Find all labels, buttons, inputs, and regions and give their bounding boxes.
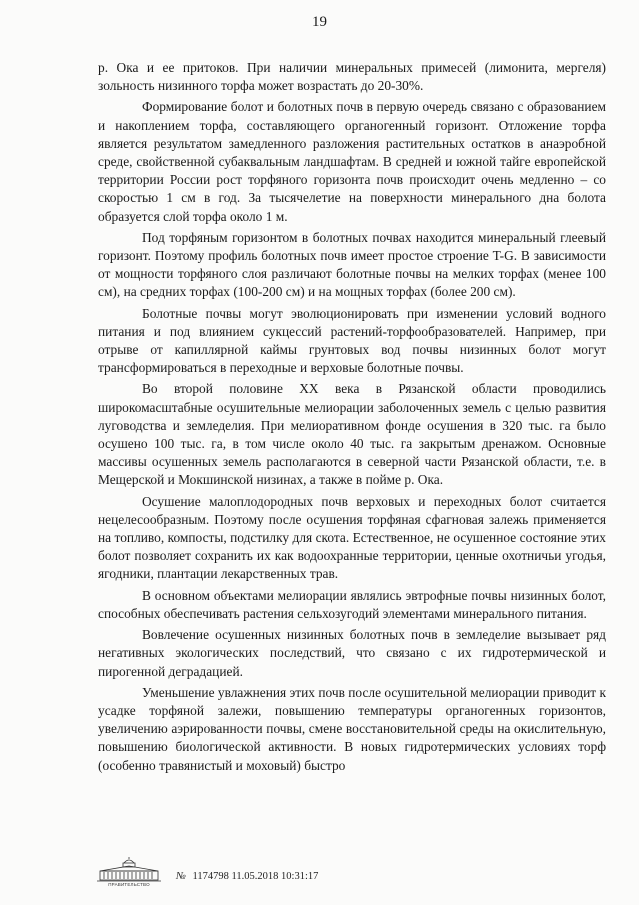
page-number: 19 xyxy=(312,14,327,30)
paragraph-5: Во второй половине XX века в Рязанской области проводились широкомасштабные осушительные мелиорации заболоченных земель с целью развития луговодства и земледелия. При мелиоративном фонде осушения в 320 тыс. га было осушено 100 тыс. га, в том числе около 40 тыс. га закрытым дренажом. Основные массивы осушенных земель располагаются в северной части Рязанской области, т.е. в Мещерской и Мокшинской низинах, а также в пойме р. Ока. xyxy=(98,381,606,488)
registration-stamp xyxy=(176,871,318,882)
paragraph-6: Осушение малоплодородных почв верховых и переходных болот считается нецелесообразным. Поэтому после осушения торфяная сфагновая залежь применяется на топливо, компосты, подстилку для скота. Естественное, не осушенное состояние этих болот позволяет сохранить их как водоохранные территории, ценные охотничьи угодья, ягодники, плантации лекарственных трав. xyxy=(98,493,606,582)
paragraph-3: Под торфяным горизонтом в болотных почвах находится минеральный глеевый горизонт. Поэтому профиль болотных почв имеет простое строение T-G. В зависимости от мощности торфяного слоя различают болотные почвы на мелких торфах (менее 100 см), на средних торфах (100-200 см) и на мощных торфах (более 200 см). xyxy=(98,229,606,300)
paragraph-8: Вовлечение осушенных низинных болотных почв в земледелие вызывает ряд негативных экологических последствий, что связано с их гидротермической и пирогенной деградацией. xyxy=(98,627,606,679)
stamp-date: 11.05.2018 xyxy=(231,871,279,882)
body-text xyxy=(98,59,606,778)
paragraph-9: Уменьшение увлажнения этих почв после осушительной мелиорации приводит к усадке торфяной залежи, повышению температуры органогенных горизонтов, увеличению аэрированности почвы, смене восстановительной среды на окислительную, повышению биологической активности. В новых гидротермических условиях торф (особенно травянистый и моховый) быстро xyxy=(98,684,607,773)
stamp-time: 10:31:17 xyxy=(281,871,319,882)
paragraph-2: Формирование болот и болотных почв в первую очередь связано с образованием и накоплением торфа, составляющего органогенный горизонт. Отложение торфа является результатом замедленного разложения растительных остатков в анаэробной среде, свойственной субаквальным ландшафтам. В средней и южной тайге европейской территории России рост торфяного горизонта почв происходит очень медленно – со скоростью 1 см в год. За тысячелетие на поверхности минерального дна болота образуется слой торфа около 1 м. xyxy=(98,99,606,224)
paragraph-1: р. Ока и ее притоков. При наличии минеральных примесей (лимонита, мергеля) зольность низинного торфа может возрастать до 20-30%. xyxy=(98,60,606,94)
paragraph-4: Болотные почвы могут эволюционировать при изменении условий водного питания и под влиянием сукцессий растений-торфообразователей. Например, при отрыве от капиллярной каймы грунтовых вод почвы низинных болот могут трансформироваться в переходные и верховые болотные почвы. xyxy=(98,305,606,376)
logo-label: ПРАВИТЕЛЬСТВО xyxy=(108,882,150,887)
paragraph-7: В основном объектами мелиорации являлись эвтрофные почвы низинных болот, способных обеспечивать растения сельхозугодий элементами минерального питания. xyxy=(98,587,606,621)
document-number: 1174798 xyxy=(192,871,229,882)
number-sign: № xyxy=(176,871,186,882)
document-footer-stamp xyxy=(94,856,414,892)
